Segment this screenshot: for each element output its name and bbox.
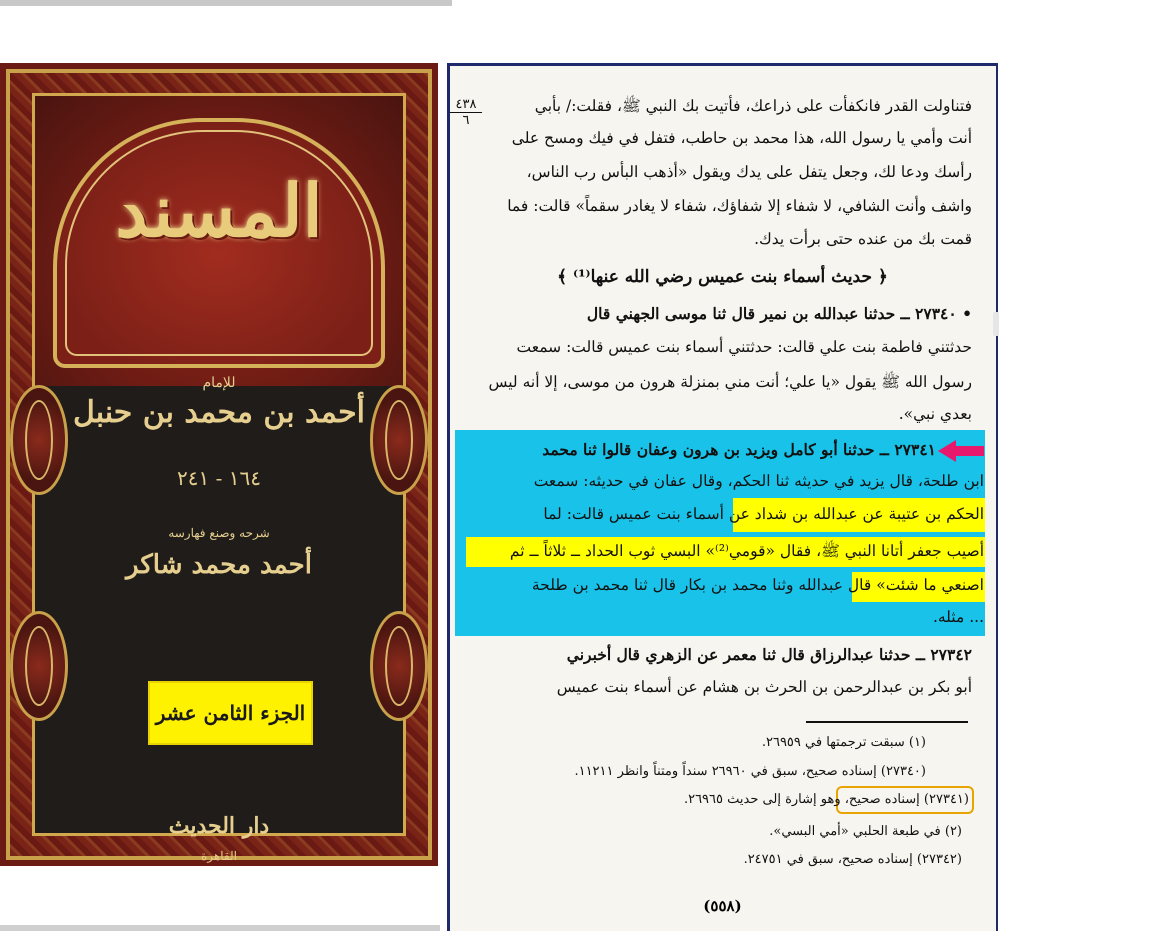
hadith-line: أبو بكر بن عبدالرحمن بن الحرث بن هشام عن أسماء بنت عميس [556,678,972,696]
hadith-line: اصنعي ما شئت» قال عبدالله وثنا محمد بن بكار قال ثنا محمد بن طلحة [531,576,984,594]
footnote: (٢) في طبعة الحلبي «أمي البسي». [769,824,962,839]
hadith-line: ابن طلحة، قال يزيد في حديثه ثنا الحكم، وقال عفان في حديثه: سمعت [533,472,984,490]
section-heading: ﴿ حديث أسماء بنت عميس رضي الله عنها⁽¹⁾ ﴾ [557,267,888,287]
right-medallion-ornament [370,611,428,721]
top-gray-bar [0,0,452,6]
hadith-line: • ٢٧٣٤٠ ــ حدثنا عبدالله بن نمير قال ثنا موسى الجهني قال [586,304,972,323]
left-medallion-ornament [10,611,68,721]
hadith-line: بعدي نبي». [898,405,972,423]
cover-dates: ١٦٤ - ٢٤١ [177,466,261,490]
margin-reference [450,97,482,128]
cover-title: المسند [115,168,323,253]
text-line: قمت بك من عنده حتى برأت يدك. [754,230,972,248]
cover-editor: أحمد محمد شاكر [126,550,312,580]
footnote: (٢٧٣٤٠) إسناده صحيح، سبق في ٢٦٩٦٠ سنداً ومتناً وانظر ١١٢١١. [574,764,926,779]
highlighted-hadith-block [455,430,985,636]
hadith-line: رسول الله ﷺ يقول «يا علي؛ أنت مني بمنزلة هرون من موسى، إلا أنه ليس [488,373,972,391]
margin-reference-bottom: ٦ [462,113,470,128]
bottom-gray-bar [0,925,440,931]
footnote: (١) سبقت ترجمتها في ٢٦٩٥٩. [761,735,926,750]
text-line: رأسك ودعا لك، وجعل يتفل على يدك ويقول «أذهب البأس رب الناس، [526,163,972,181]
hadith-line: ... مثله. [932,608,984,626]
cover-imam-label: للإمام [202,375,236,391]
footnote: (٢٧٣٤١) إسناده صحيح، وهو إشارة إلى حديث ٢٦٩٦٥. [683,792,969,807]
book-cover [0,63,438,866]
text-line: أنت وأمي يا رسول الله، هذا محمد بن حاطب، فتفل في فيك ومسح على [511,129,972,147]
footnote-separator [806,721,968,723]
hadith-line: ٢٧٣٤١ ــ حدثنا أبو كامل ويزيد بن هرون وعفان قالوا ثنا محمد [542,440,936,459]
cover-publisher: دار الحديث [168,813,270,839]
margin-reference-top: ٤٣٨ [450,97,482,113]
page-number: (٥٥٨) [703,897,742,915]
cover-volume-label: الجزء الثامن عشر [148,681,313,745]
pointer-arrow-icon [938,440,984,462]
hadith-line: الحكم بن عتيبة عن عبدالله بن شداد عن أسماء بنت عميس قالت: لما [543,505,984,523]
scroll-handle[interactable] [993,312,999,336]
cover-city: القاهرة [201,849,237,863]
hadith-line: حدثتني فاطمة بنت علي قالت: حدثتني أسماء بنت عميس قالت: سمعت [516,338,972,356]
hadith-line: ٢٧٣٤٢ ــ حدثنا عبدالرزاق قال ثنا معمر عن الزهري قال أخبرني [566,645,972,664]
cover-editor-label: شرحه وصنع فهارسه [168,526,270,540]
footnote: (٢٧٣٤٢) إسناده صحيح، سبق في ٢٤٧٥١. [743,852,962,867]
text-line: فتناولت القدر فانكفأت على ذراعك، فأتيت بك النبي ﷺ، فقلت:/ بأبي [534,97,972,115]
hadith-line: أصيب جعفر أتانا النبي ﷺ، فقال «قومي⁽²⁾» البسي ثوب الحداد ــ ثلاثاً ــ ثم [509,542,984,560]
text-line: واشف وأنت الشافي، لا شفاء إلا شفاؤك، شفاء لا يغادر سقماً» قالت: فما [507,197,972,215]
cover-author: أحمد بن محمد بن حنبل [72,395,366,430]
